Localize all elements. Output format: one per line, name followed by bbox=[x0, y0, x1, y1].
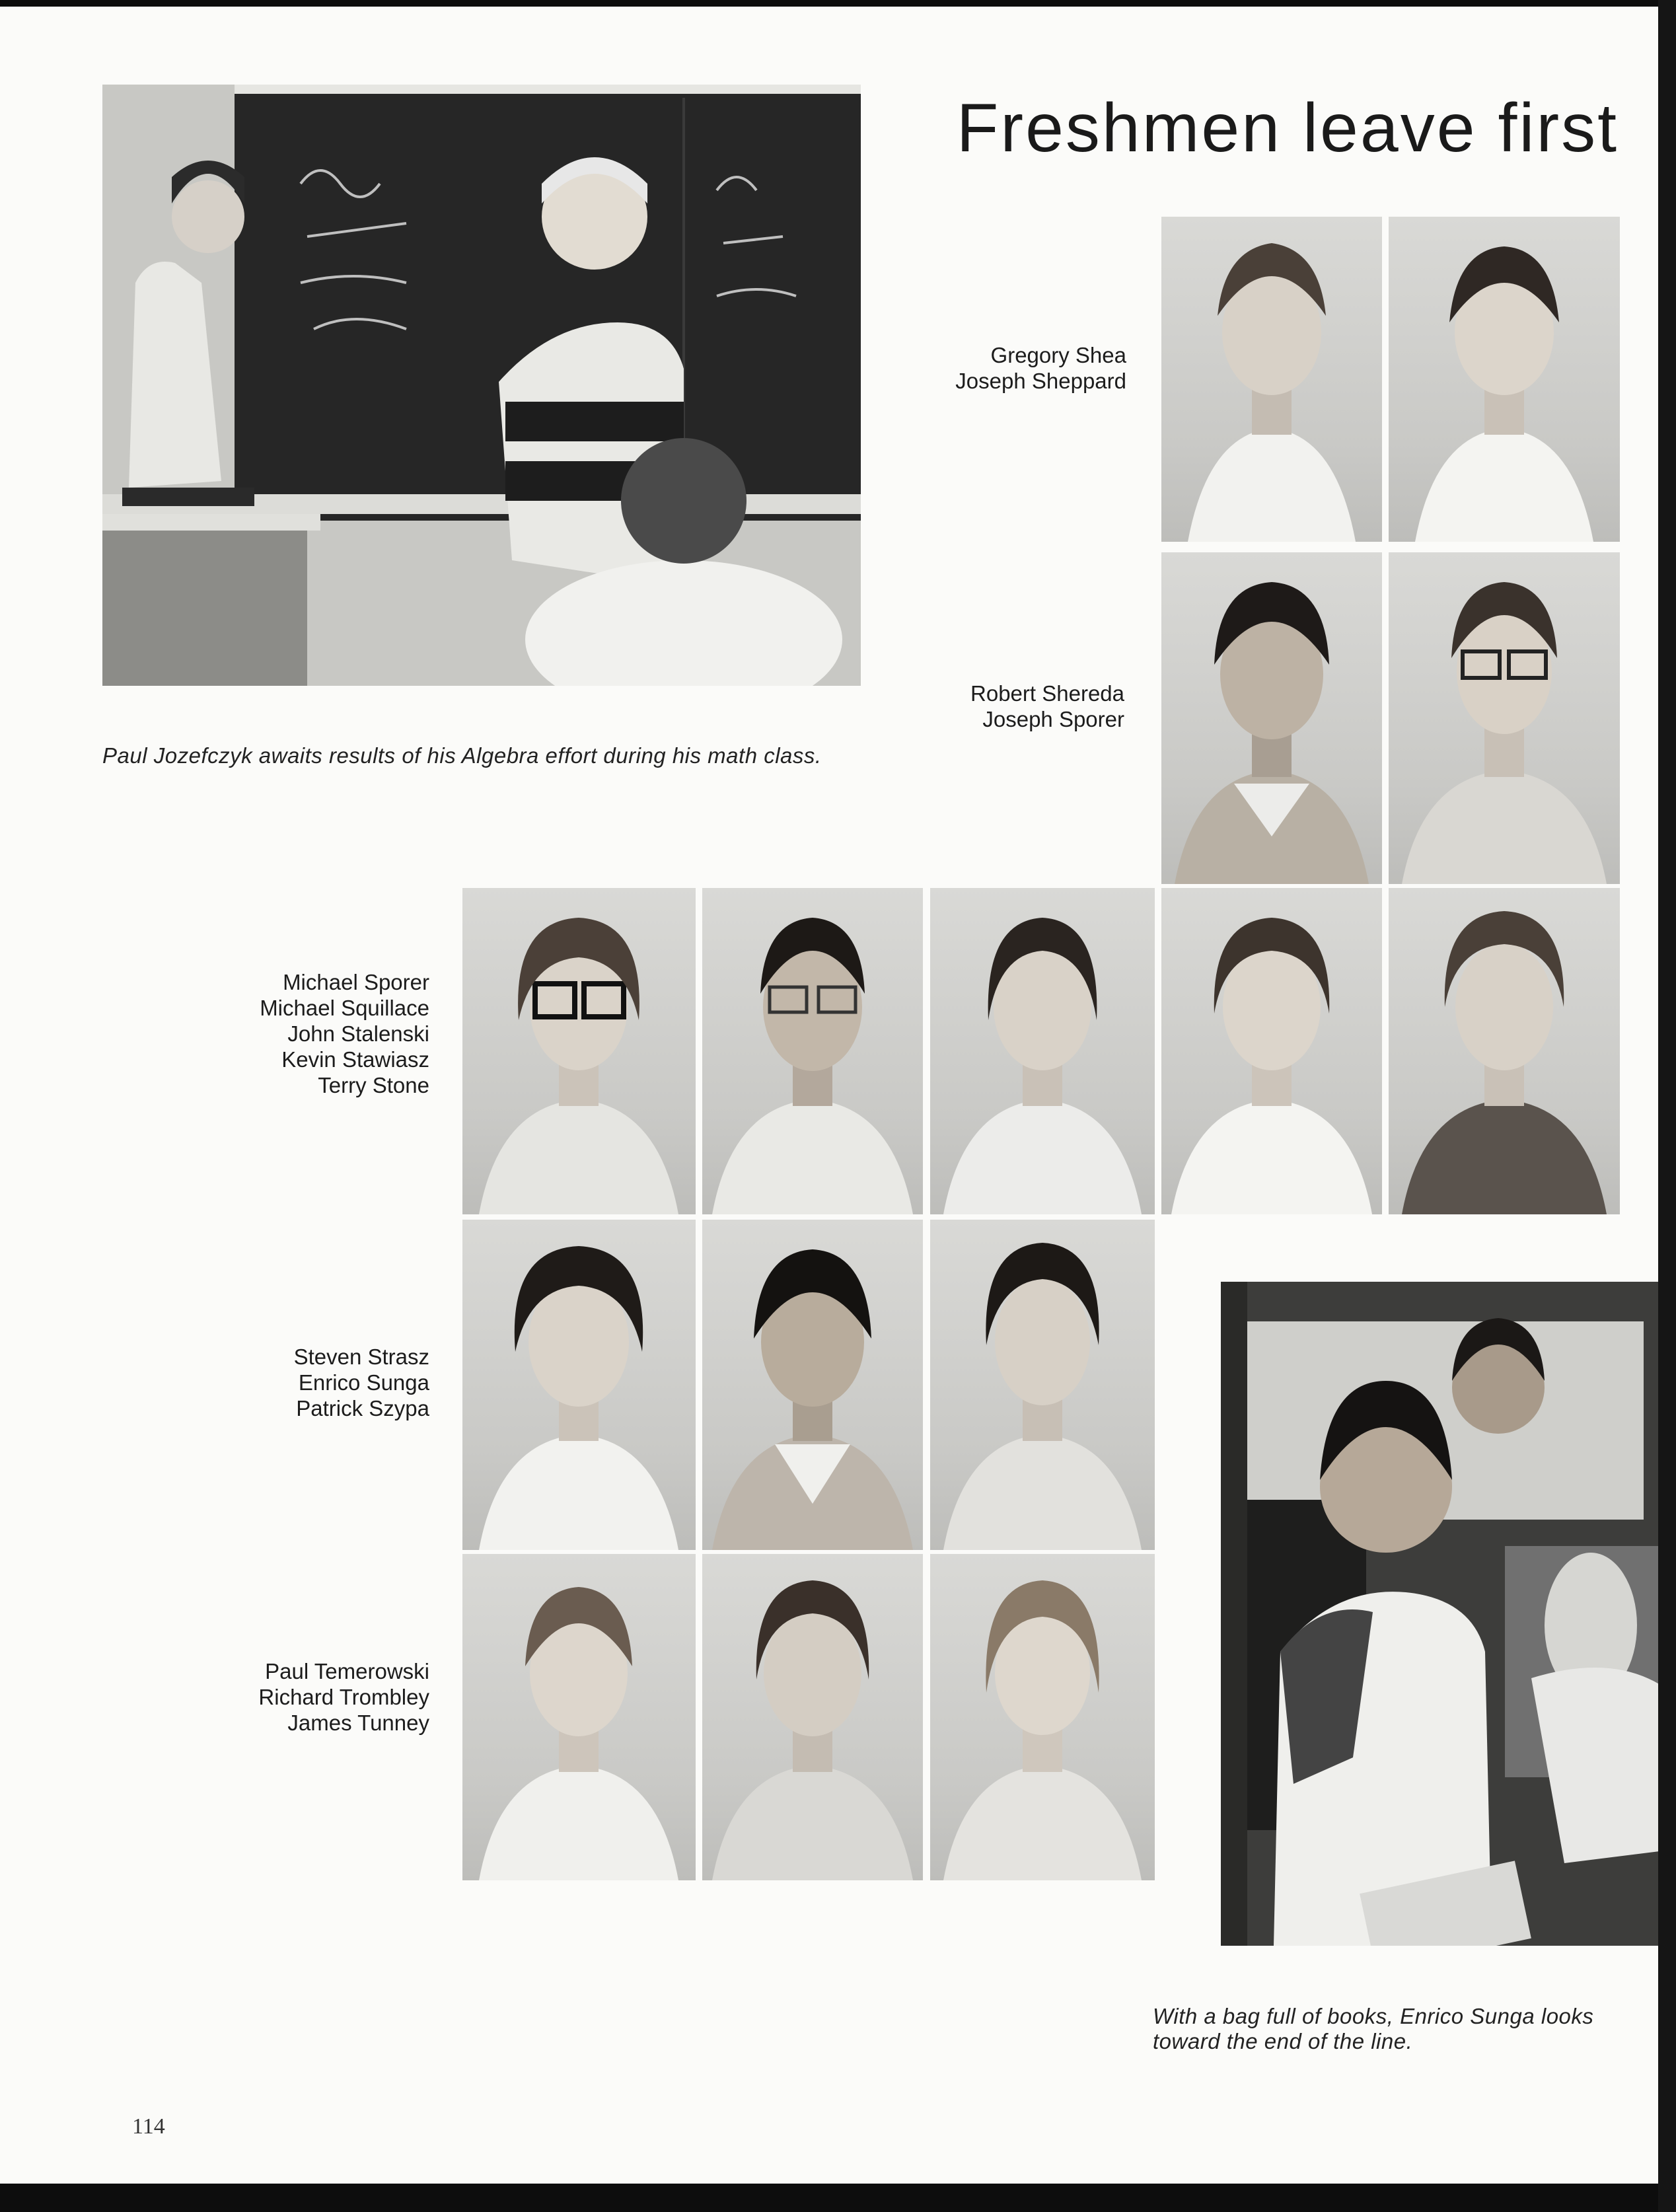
portrait-richard-trombley bbox=[702, 1554, 923, 1880]
page-edge bbox=[1658, 0, 1676, 2212]
names-row-1 bbox=[862, 342, 1126, 394]
name-joseph-sporer: Joseph Sporer bbox=[982, 707, 1124, 731]
page-number: 114 bbox=[132, 2114, 165, 2139]
math-class-caption: Paul Jozefczyk awaits results of his Algebra effort during his math class. bbox=[102, 743, 822, 768]
math-class-photo bbox=[102, 85, 861, 686]
portrait-joseph-sporer bbox=[1389, 552, 1620, 884]
portrait-enrico-sunga bbox=[702, 1220, 923, 1550]
name-john-stalenski: John Stalenski bbox=[287, 1021, 429, 1046]
name-steven-strasz: Steven Strasz bbox=[293, 1345, 429, 1369]
portrait-paul-temerowski bbox=[462, 1554, 696, 1880]
portrait-gregory-shea bbox=[1161, 217, 1382, 542]
portrait-joseph-sheppard bbox=[1389, 217, 1620, 542]
name-michael-squillace: Michael Squillace bbox=[260, 996, 429, 1020]
book-line-caption: With a bag full of books, Enrico Sunga looks toward the end of the line. bbox=[1153, 2004, 1594, 2053]
book-line-photo bbox=[1221, 1282, 1670, 1946]
name-patrick-szypa: Patrick Szypa bbox=[296, 1396, 429, 1420]
names-row-3 bbox=[165, 969, 429, 1098]
name-robert-shereda: Robert Shereda bbox=[970, 681, 1124, 706]
name-james-tunney: James Tunney bbox=[287, 1711, 429, 1735]
names-row-2 bbox=[860, 681, 1124, 732]
portrait-michael-sporer bbox=[462, 888, 696, 1214]
portrait-kevin-stawiasz bbox=[1161, 888, 1382, 1214]
names-row-4 bbox=[165, 1344, 429, 1421]
name-richard-trombley: Richard Trombley bbox=[258, 1685, 429, 1709]
name-joseph-sheppard: Joseph Sheppard bbox=[955, 369, 1126, 393]
name-michael-sporer: Michael Sporer bbox=[283, 970, 429, 994]
portrait-michael-squillace bbox=[702, 888, 923, 1214]
portrait-robert-shereda bbox=[1161, 552, 1382, 884]
portrait-patrick-szypa bbox=[930, 1220, 1155, 1550]
portrait-steven-strasz bbox=[462, 1220, 696, 1550]
yearbook-page bbox=[0, 7, 1658, 2184]
name-kevin-stawiasz: Kevin Stawiasz bbox=[281, 1047, 429, 1072]
page-headline: Freshmen leave first bbox=[956, 90, 1619, 166]
name-paul-temerowski: Paul Temerowski bbox=[265, 1659, 429, 1683]
portrait-james-tunney bbox=[930, 1554, 1155, 1880]
name-terry-stone: Terry Stone bbox=[318, 1073, 429, 1097]
name-enrico-sunga: Enrico Sunga bbox=[298, 1370, 429, 1395]
name-gregory-shea: Gregory Shea bbox=[990, 343, 1126, 367]
portrait-terry-stone bbox=[1389, 888, 1620, 1214]
portrait-john-stalenski bbox=[930, 888, 1155, 1214]
names-row-5 bbox=[165, 1658, 429, 1736]
